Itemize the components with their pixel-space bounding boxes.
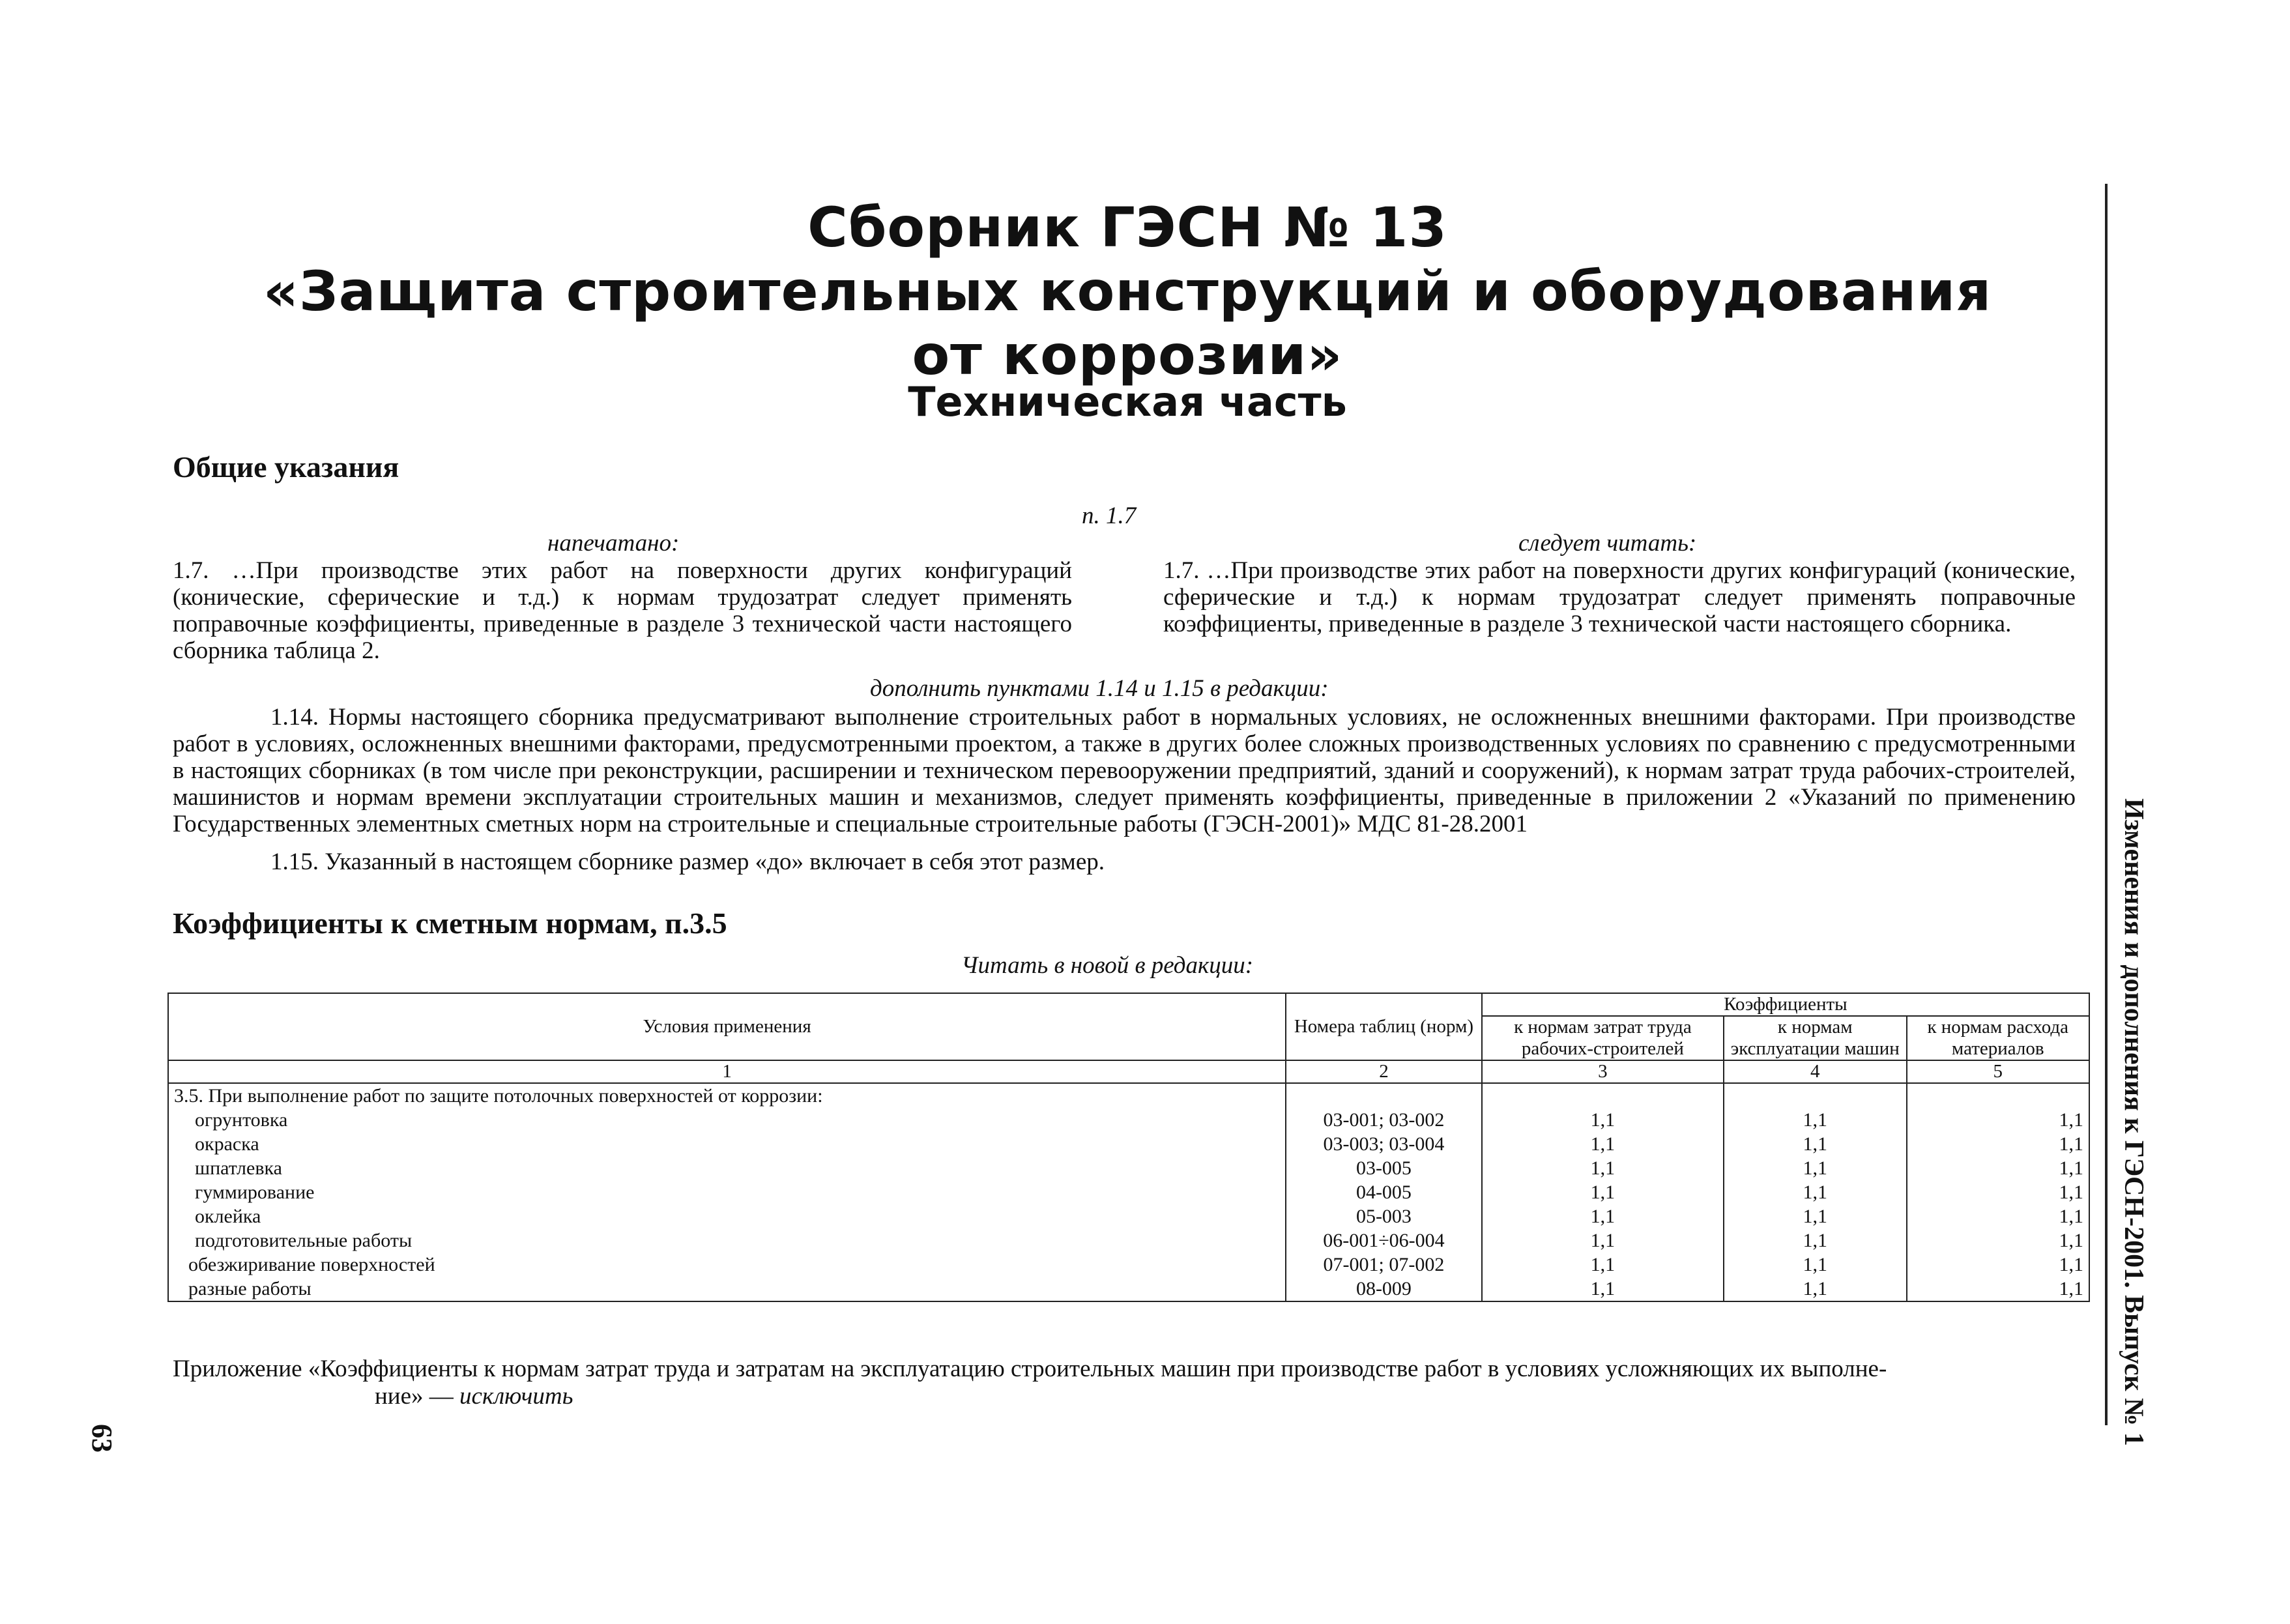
row-name: шпатлевка xyxy=(168,1156,1286,1180)
row-machines: 1,1 xyxy=(1724,1253,1906,1277)
row-machines: 1,1 xyxy=(1724,1277,1906,1301)
table-row xyxy=(168,1277,2089,1301)
header-labor: к нормам затрат труда рабочих-строителей xyxy=(1482,1016,1724,1060)
header-materials: к нормам расхода материалов xyxy=(1907,1016,2090,1060)
row-machines: 1,1 xyxy=(1724,1228,1906,1253)
table-row xyxy=(168,1180,2089,1204)
add-label: дополнить пунктами 1.14 и 1.15 в редакции: xyxy=(870,675,1329,702)
row-labor: 1,1 xyxy=(1482,1180,1724,1204)
row-name: оклейка xyxy=(168,1204,1286,1228)
header-coefficients: Коэффициенты xyxy=(1482,993,2089,1016)
row-labor: 1,1 xyxy=(1482,1277,1724,1301)
table-row xyxy=(168,1108,2089,1132)
page-number: 63 xyxy=(86,1424,118,1453)
row-materials: 1,1 xyxy=(1907,1228,2090,1253)
appendix-note-text: ние» — xyxy=(375,1383,460,1410)
row-materials: 1,1 xyxy=(1907,1108,2090,1132)
col-number-1: 1 xyxy=(168,1060,1286,1083)
printed-text: 1.7. …При производстве этих работ на поверхности других конфигураций (конические, сферические и т.д.) к нормам трудозатрат следует применять поправочные коэффициенты, приведенные в разделе 3 технической части настоящего сборника таблица 2. xyxy=(173,557,1072,664)
table-row xyxy=(168,1132,2089,1156)
row-tables: 05-003 xyxy=(1286,1204,1482,1228)
row-materials: 1,1 xyxy=(1907,1204,2090,1228)
row-tables: 03-001; 03-002 xyxy=(1286,1108,1482,1132)
table-row xyxy=(168,1228,2089,1253)
col-number-5: 5 xyxy=(1907,1060,2090,1083)
row-tables: 08-009 xyxy=(1286,1277,1482,1301)
read-label: следует читать: xyxy=(1518,530,1697,557)
paragraph-1-14: 1.14. Нормы настоящего сборника предусматривают выполнение строительных работ в нормальных условиях, не осложненных внешними факторами. При производстве работ в условиях, осложненных внешними факторами, предусмотренными проектом, а также в других более сложных производственных условиях по сравнению с предусмотренными в настоящих сборниках (в том числе при реконструкции, расширении и техническом перевооружении предприятий, зданий и сооружений), к нормам затрат труда рабочих-строителей, машинистов и нормам времени эксплуатации строительных машин и механизмов, следует применять коэффициенты, приведенные в приложении 2 «Указаний по применению Государственных элементных сметных норм на строительные и специальные строительные работы (ГЭСН-2001)» МДС 81-28.2001 xyxy=(173,704,2076,837)
row-labor: 1,1 xyxy=(1482,1204,1724,1228)
header-tables: Номера таблиц (норм) xyxy=(1286,993,1482,1060)
header-conditions: Условия применения xyxy=(168,993,1286,1060)
table-row xyxy=(168,1253,2089,1277)
paragraph-1-15: 1.15. Указанный в настоящем сборнике размер «до» включает в себя этот размер. xyxy=(270,848,1105,875)
row-machines: 1,1 xyxy=(1724,1204,1906,1228)
table-row xyxy=(168,1156,2089,1180)
table-section-row xyxy=(168,1083,2089,1108)
row-name: огрунтовка xyxy=(168,1108,1286,1132)
row-labor: 1,1 xyxy=(1482,1228,1724,1253)
row-labor: 1,1 xyxy=(1482,1108,1724,1132)
row-materials: 1,1 xyxy=(1907,1156,2090,1180)
col-number-4: 4 xyxy=(1724,1060,1906,1083)
col-number-2: 2 xyxy=(1286,1060,1482,1083)
row-materials: 1,1 xyxy=(1907,1253,2090,1277)
side-caption: Изменения и дополнения к ГЭСН-2001. Выпуск № 1 xyxy=(2119,798,2149,1446)
row-labor: 1,1 xyxy=(1482,1253,1724,1277)
col-number-3: 3 xyxy=(1482,1060,1724,1083)
row-name: обезжиривание поверхностей xyxy=(168,1253,1286,1277)
row-machines: 1,1 xyxy=(1724,1180,1906,1204)
read-text: 1.7. …При производстве этих работ на поверхности других конфигураций (конические, сферические и т.д.) к нормам трудозатрат следует применять поправочные коэффициенты, приведенные в разделе 3 технической части настоящего сборника. xyxy=(1163,557,2076,637)
row-name: гуммирование xyxy=(168,1180,1286,1204)
row-materials: 1,1 xyxy=(1907,1132,2090,1156)
header-machines: к нормам эксплуатации машин xyxy=(1724,1016,1906,1060)
coef-heading: Коэффициенты к сметным нормам, п.3.5 xyxy=(173,906,727,940)
row-name: разные работы xyxy=(168,1277,1286,1301)
title-line-2: «Защита строительных конструкций и оборудования xyxy=(263,259,1992,323)
row-materials: 1,1 xyxy=(1907,1277,2090,1301)
document-title xyxy=(0,196,2255,387)
row-machines: 1,1 xyxy=(1724,1108,1906,1132)
row-tables: 06-001÷06-004 xyxy=(1286,1228,1482,1253)
general-heading: Общие указания xyxy=(173,450,399,484)
title-line-3: от коррозии» xyxy=(912,323,1343,387)
title-line-1: Сборник ГЭСН № 13 xyxy=(807,196,1447,259)
document-subtitle: Техническая часть xyxy=(908,378,1347,426)
clause-label: п. 1.7 xyxy=(1082,502,1137,529)
appendix-note-line2 xyxy=(375,1383,573,1410)
row-labor: 1,1 xyxy=(1482,1156,1724,1180)
row-tables: 04-005 xyxy=(1286,1180,1482,1204)
read-new-label: Читать в новой в редакции: xyxy=(961,952,1254,979)
row-tables: 07-001; 07-002 xyxy=(1286,1253,1482,1277)
row-name: подготовительные работы xyxy=(168,1228,1286,1253)
section-title: 3.5. При выполнение работ по защите потолочных поверхностей от коррозии: xyxy=(168,1083,1286,1108)
row-tables: 03-005 xyxy=(1286,1156,1482,1180)
row-machines: 1,1 xyxy=(1724,1156,1906,1180)
row-name: окраска xyxy=(168,1132,1286,1156)
row-tables: 03-003; 03-004 xyxy=(1286,1132,1482,1156)
row-materials: 1,1 xyxy=(1907,1180,2090,1204)
side-rule xyxy=(2105,184,2108,1425)
row-labor: 1,1 xyxy=(1482,1132,1724,1156)
appendix-exclude: исключить xyxy=(459,1383,573,1410)
coefficients-table xyxy=(167,993,2090,1302)
row-machines: 1,1 xyxy=(1724,1132,1906,1156)
printed-label: напечатано: xyxy=(547,530,680,557)
table-row xyxy=(168,1204,2089,1228)
appendix-note-line1: Приложение «Коэффициенты к нормам затрат труда и затратам на эксплуатацию строительных машин при производстве работ в условиях усложняющих их выполне- xyxy=(173,1356,1887,1382)
